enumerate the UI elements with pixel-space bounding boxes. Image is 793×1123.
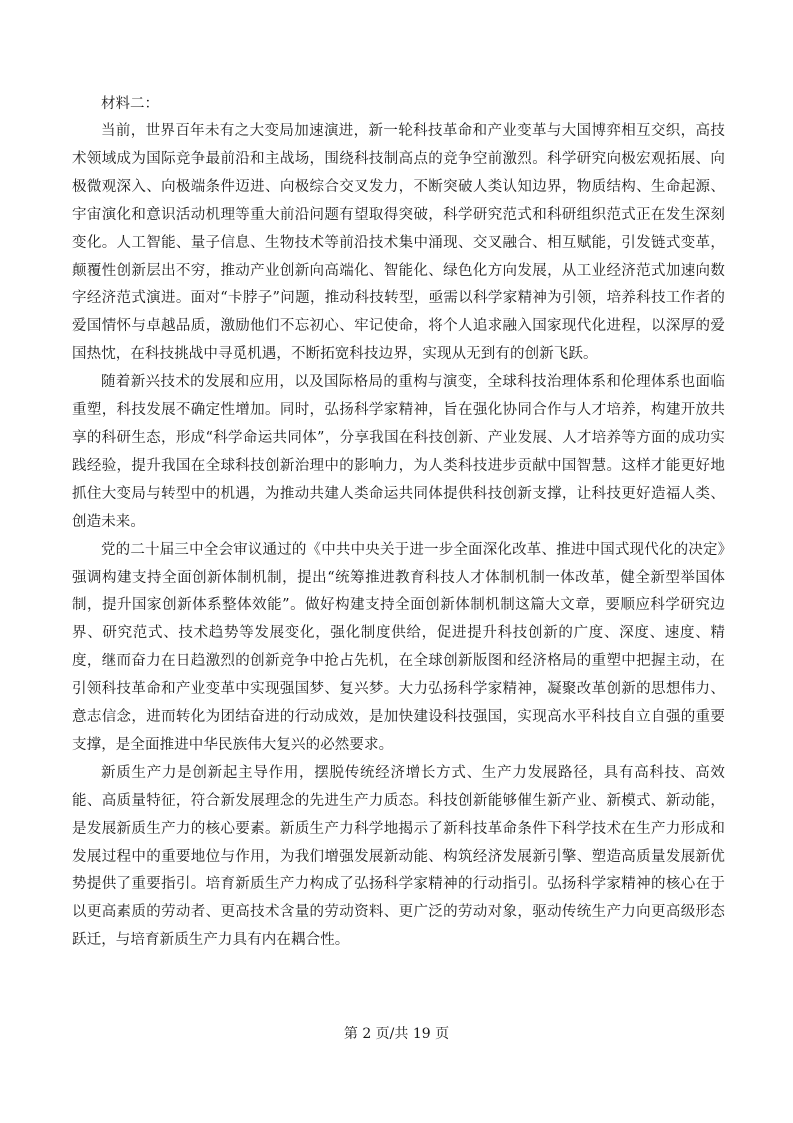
paragraph-2: 随着新兴技术的发展和应用，以及国际格局的重构与演变，全球科技治理体系和伦理体系也面临重塑，科技发展不确定性增加。同时，弘扬科学家精神，旨在强化协同合作与人才培养，构建开放共享的科研生态，形成“科学命运共同体”，分享我国在科技创新、产业发展、人才培养等方面的成功实践经验，提升我国在全球科技创新治理中的影响力，为人类科技进步贡献中国智慧。这样才能更好地抓住大变局与转型中的机遇，为推动共建人类命运共同体提供科技创新支撑，让科技更好造福人类、创造未来。: [72, 374, 725, 530]
section-heading: 材料二：: [101, 96, 159, 112]
document-body: [72, 91, 725, 955]
page-number-footer: 第 2 页/共 19 页: [343, 1026, 450, 1042]
paragraph-3: 党的二十届三中全会审议通过的《中共中央关于进一步全面深化改革、推进中国式现代化的决定》强调构建支持全面创新体制机制，提出“统筹推进教育科技人才体制机制一体改革，健全新型举国体制，提升国家创新体系整体效能”。做好构建支持全面创新体制机制这篇大文章，要顺应科学研究边界、研究范式、技术趋势等发展变化，强化制度供给，促进提升科技创新的广度、深度、速度、精度，继而奋力在日趋激烈的创新竞争中抢占先机，在全球创新版图和经济格局的重塑中把握主动，在引领科技革命和产业变革中实现强国梦、复兴梦。大力弘扬科学家精神，凝聚改革创新的思想伟力、意志信念，进而转化为团结奋进的行动成效，是加快建设科技强国，实现高水平科技自立自强的重要支撑，是全面推进中华民族伟大复兴的必然要求。: [72, 541, 725, 753]
paragraph-1: 当前，世界百年未有之大变局加速演进，新一轮科技革命和产业变革与大国博弈相互交织，高技术领域成为国际竞争最前沿和主战场，围绕科技制高点的竞争空前激烈。科学研究向极宏观拓展、向极微观深入、向极端条件迈进、向极综合交叉发力，不断突破人类认知边界，物质结构、生命起源、宇宙演化和意识活动机理等重大前沿问题有望取得突破，科学研究范式和科研组织范式正在发生深刻变化。人工智能、量子信息、生物技术等前沿技术集中涌现、交叉融合、相互赋能，引发链式变革，颠覆性创新层出不穷，推动产业创新向高端化、智能化、绿色化方向发展，从工业经济范式加速向数字经济范式演进。面对“卡脖子”问题，推动科技转型，亟需以科学家精神为引领，培养科技工作者的爱国情怀与卓越品质，激励他们不忘初心、牢记使命，将个人追求融入国家现代化进程，以深厚的爱国热忱，在科技挑战中寻觅机遇，不断拓宽科技边界，实现从无到有的创新飞跃。: [72, 123, 725, 363]
paragraph-4: 新质生产力是创新起主导作用，摆脱传统经济增长方式、生产力发展路径，具有高科技、高效能、高质量特征，符合新发展理念的先进生产力质态。科技创新能够催生新产业、新模式、新动能，是发展新质生产力的核心要素。新质生产力科学地揭示了新科技革命条件下科学技术在生产力形成和发展过程中的重要地位与作用，为我们增强发展新动能、构筑经济发展新引擎、塑造高质量发展新优势提供了重要指引。培育新质生产力构成了弘扬科学家精神的行动指引。弘扬科学家精神的核心在于以更高素质的劳动者、更高技术含量的劳动资料、更广泛的劳动对象，驱动传统生产力向更高级形态跃迁，与培育新质生产力具有内在耦合性。: [72, 764, 725, 949]
